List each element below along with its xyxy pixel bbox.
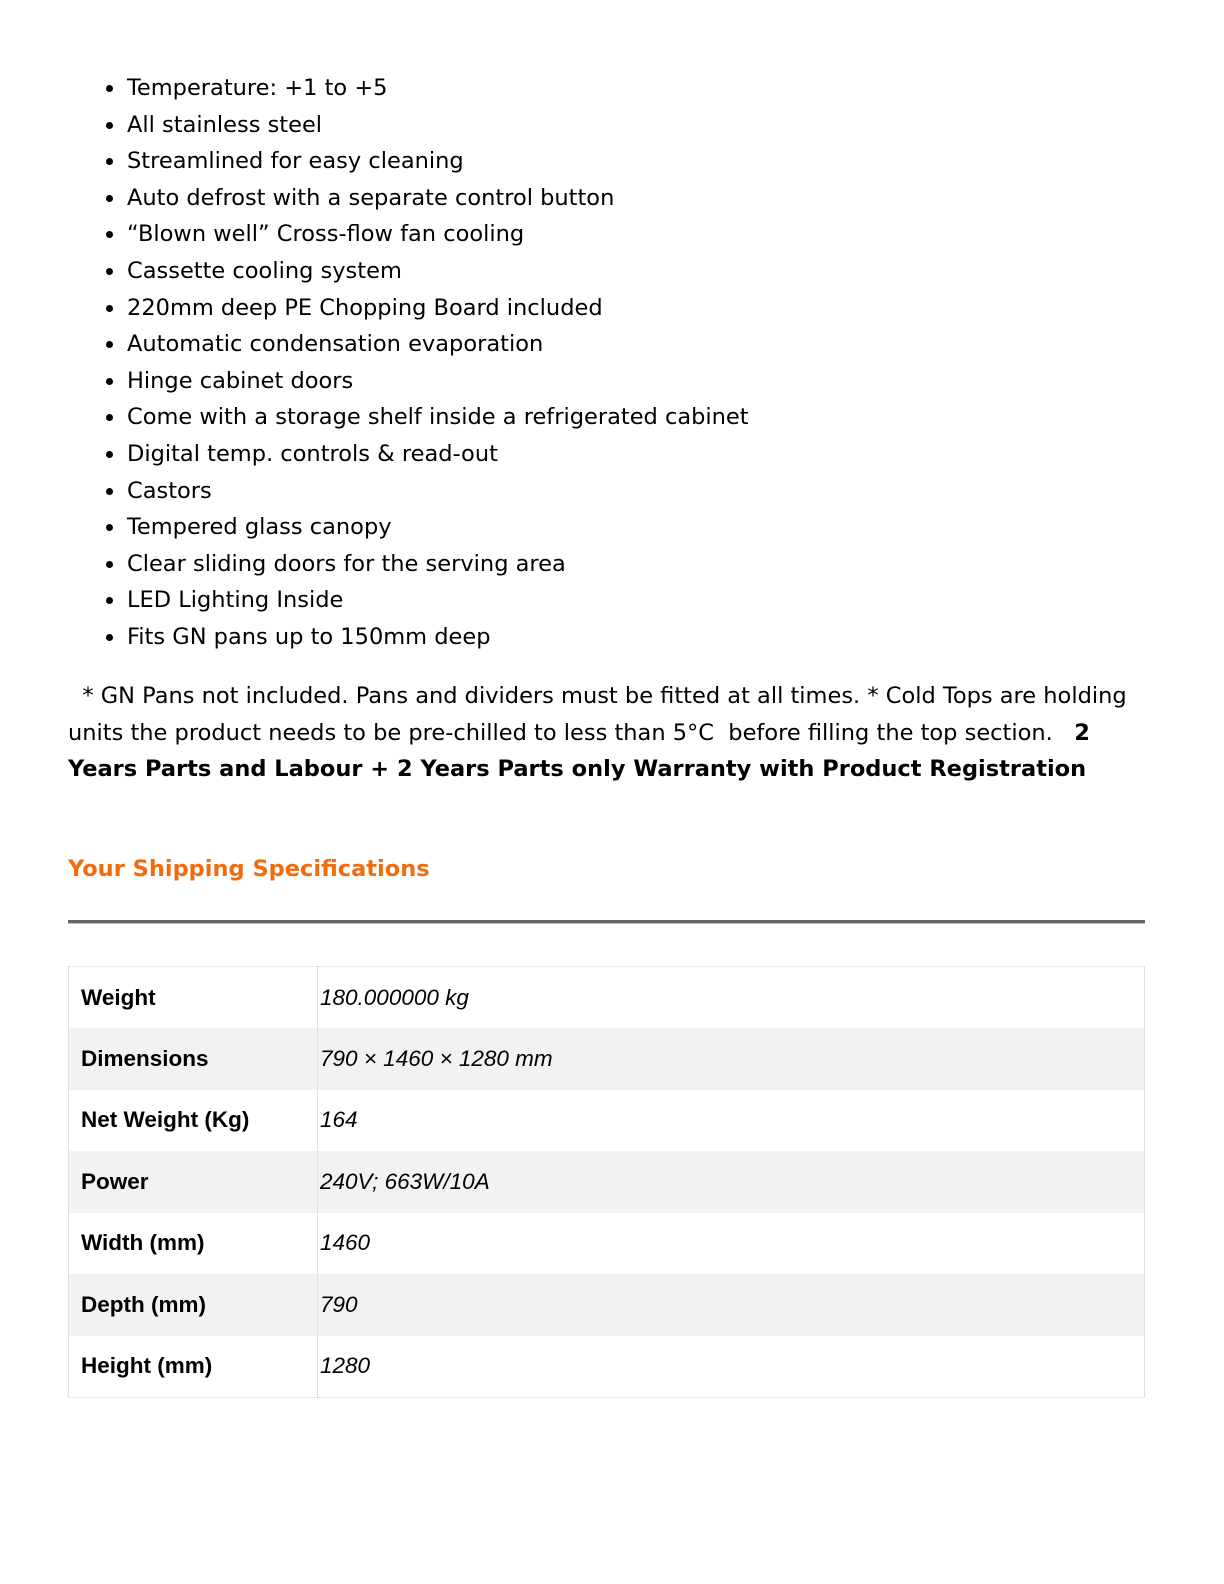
table-row (69, 1336, 1145, 1398)
feature-item (127, 546, 749, 583)
note-text: * GN Pans not included. Pans and dividers must be fitted at all times. * Cold Tops are holding units the product needs to be pre-chilled to less than 5°C before filling the top section. (68, 683, 1134, 746)
spec-value: 790 (320, 1291, 358, 1317)
table-row (69, 1090, 1145, 1152)
section-divider (68, 920, 1145, 924)
feature-list (86, 70, 749, 656)
spec-value: 240V; 663W/10A (320, 1168, 490, 1194)
spec-value: 1280 (320, 1353, 371, 1378)
spec-label: Width (mm) (69, 1213, 318, 1275)
shipping-spec-table (68, 966, 1145, 1398)
feature-text: 220mm deep PE Chopping Board included (127, 294, 603, 321)
spec-label: Power (69, 1151, 318, 1213)
bullet-icon (106, 158, 113, 165)
feature-text: Castors (127, 477, 212, 504)
bullet-icon (106, 305, 113, 312)
spec-label: Height (mm) (69, 1336, 318, 1398)
table-row (69, 967, 1145, 1029)
feature-text: Auto defrost with a separate control button (127, 184, 615, 211)
feature-text: “Blown well” Cross-flow fan cooling (127, 221, 525, 248)
feature-item (127, 107, 749, 144)
feature-item (127, 363, 749, 400)
bullet-icon (106, 488, 113, 495)
warranty-text: 2 Years Parts and Labour + 2 Years Parts only Warranty with Product Registration (68, 719, 1090, 783)
feature-item (127, 436, 749, 473)
feature-item (127, 582, 749, 619)
feature-text: Automatic condensation evaporation (127, 331, 544, 358)
feature-text: Hinge cabinet doors (127, 367, 354, 394)
feature-item (127, 473, 749, 510)
spec-value: 790 × 1460 × 1280 mm (320, 1045, 553, 1071)
feature-text: Digital temp. controls & read-out (127, 440, 498, 467)
bullet-icon (106, 268, 113, 275)
bullet-icon (106, 524, 113, 531)
spec-label: Weight (69, 967, 318, 1029)
bullet-icon (106, 341, 113, 348)
feature-text: Cassette cooling system (127, 257, 402, 284)
bullet-icon (106, 451, 113, 458)
bullet-icon (106, 597, 113, 604)
feature-item (127, 290, 749, 327)
spec-label: Dimensions (69, 1028, 318, 1090)
bullet-icon (106, 634, 113, 641)
feature-item (127, 143, 749, 180)
bullet-icon (106, 414, 113, 421)
bullet-icon (106, 85, 113, 92)
spec-value: 164 (320, 1107, 358, 1133)
feature-item (127, 216, 749, 253)
feature-text: All stainless steel (127, 111, 323, 138)
bullet-icon (106, 231, 113, 238)
product-note (68, 678, 1148, 788)
feature-text: Tempered glass canopy (127, 514, 392, 541)
feature-item (127, 509, 749, 546)
feature-item (127, 70, 749, 107)
spec-value: 180.000000 kg (320, 984, 469, 1010)
table-row (69, 1274, 1145, 1336)
table-row (69, 1151, 1145, 1213)
table-row (69, 1028, 1145, 1090)
feature-text: Fits GN pans up to 150mm deep (127, 623, 491, 650)
feature-text: LED Lighting Inside (127, 587, 344, 614)
spec-label: Net Weight (Kg) (69, 1090, 318, 1152)
feature-item (127, 326, 749, 363)
bullet-icon (106, 561, 113, 568)
feature-item (127, 399, 749, 436)
feature-item (127, 253, 749, 290)
shipping-heading: Your Shipping Specifications (68, 856, 430, 882)
spec-label: Depth (mm) (69, 1274, 318, 1336)
table-row (69, 1213, 1145, 1275)
bullet-icon (106, 378, 113, 385)
bullet-icon (106, 195, 113, 202)
feature-text: Streamlined for easy cleaning (127, 148, 464, 175)
feature-text: Temperature: +1 to +5 (127, 75, 388, 101)
feature-item (127, 180, 749, 217)
feature-text: Clear sliding doors for the serving area (127, 550, 566, 577)
feature-text: Come with a storage shelf inside a refrigerated cabinet (127, 404, 749, 431)
feature-item (127, 619, 749, 656)
bullet-icon (106, 122, 113, 129)
spec-value: 1460 (320, 1230, 371, 1256)
